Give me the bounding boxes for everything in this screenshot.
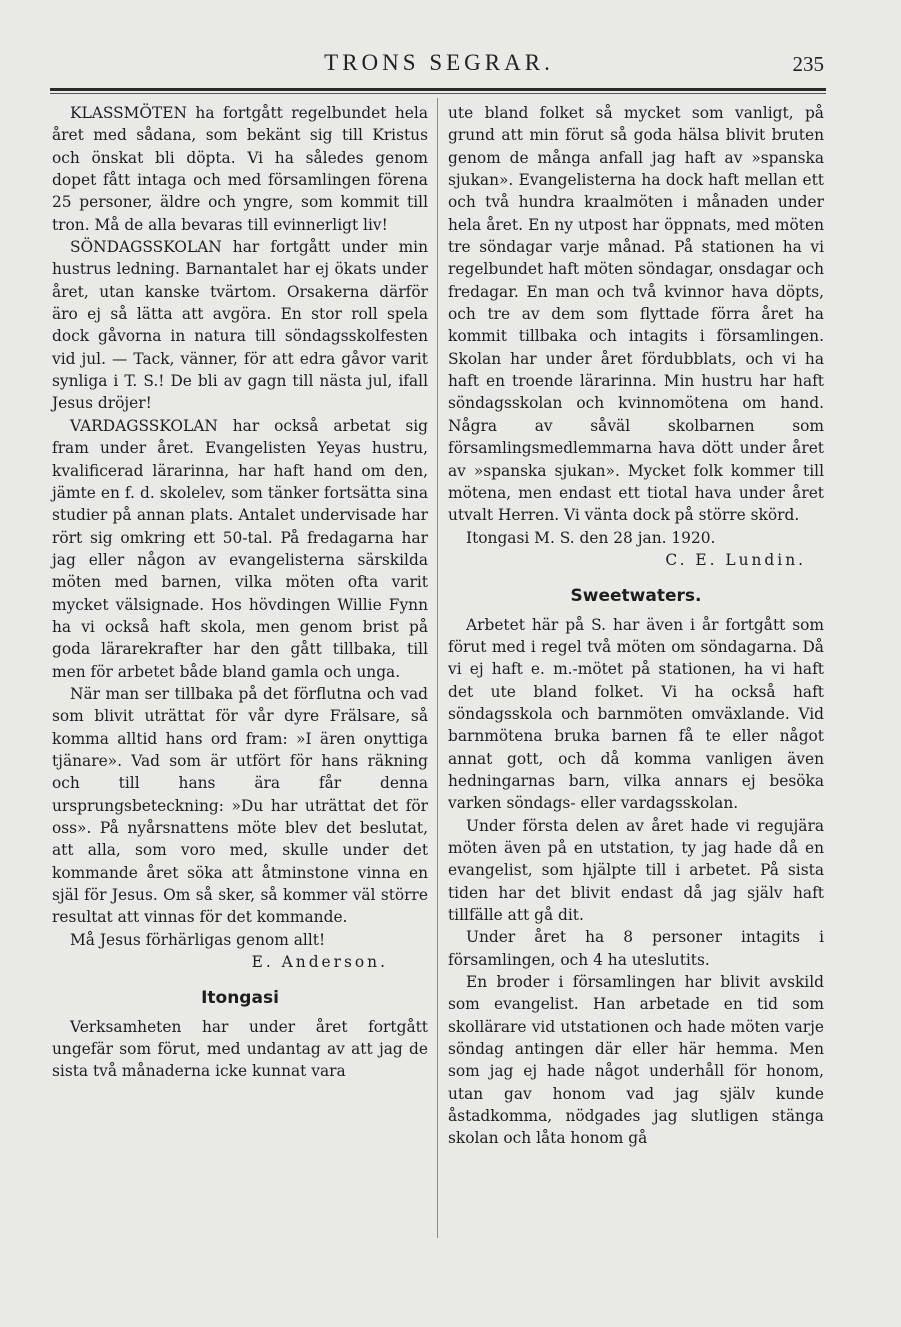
paragraph-klassmoten: KLASSMÖTEN ha fortgått regelbundet hela året med sådana, som bekänt sig till Kristus och önskat bli döpta. Vi ha således genom dopet fått intaga och med församlingen förena 25 personer, äldre och yngre, som kommit till tron. Må de alla bevaras till evinnerligt liv!: [52, 104, 428, 234]
left-column: [52, 102, 428, 1083]
dateline-itongasi: Itongasi M. S. den 28 jan. 1920.: [466, 528, 716, 547]
column-divider: [437, 98, 438, 1238]
header-rule: [50, 88, 826, 91]
header-rule-thin: [50, 93, 826, 94]
paragraph-sweetwaters-meetings: Arbetet här på S. har även i år fortgått som förut med i regel två möten om söndagarna. Då vi ej haft e. m.-mötet på stationen, ha vi haft det ute bland folket. Vi ha också haft söndagsskola och barnmöten omväxlande. Vid barnmötena bruka barnen få te eller något annat gott, och då komma vanligen även hedningarnas barn, vilka annars ej besöka varken söndags- eller vardagsskolan.: [448, 615, 824, 813]
paragraph-sondagsskolan: SÖNDAGSSKOLAN har fortgått under min hustrus ledning. Barnantalet har ej ökats under året, utan kanske tvärtom. Orsakerna därför äro ej så lätta att avgöra. En stor roll spela dock gåvorna in natura till söndagsskolfesten vid jul. — Tack, vänner, för att edra gåvor varit synliga i T. S.! De bli av gagn till nästa jul, ifall Jesus dröjer!: [52, 238, 428, 413]
running-title: TRONS SEGRAR.: [324, 50, 554, 75]
paragraph-sweetwaters-members: Under året ha 8 personer intagits i församlingen, och 4 ha uteslutits.: [448, 928, 824, 969]
paragraph-sweetwaters-evangelist: En broder i församlingen har blivit avskild som evangelist. Han arbetade en tid som skollärare vid utstationen och hade möten varje söndag antingen där eller här hemma. Men som jag ej hade något underhåll för honom, utan gav honom vad jag själv kunde åstadkomma, nödgades jag slutligen stänga skolan och låta honom gå: [448, 973, 824, 1148]
paragraph-itongasi-intro: Verksamheten har under året fortgått ungefär som förut, med undantag av att jag de sista två månaderna icke kunnat vara: [52, 1017, 428, 1081]
paragraph-sweetwaters-outstation: Under första delen av året hade vi regujära möten även på en utstation, ty jag hade då en evangelist, som hjälpte till i arbetet. På sista tiden har det blivit endast då jag själv haft tillfälle att gå dit.: [448, 816, 824, 925]
paragraph-reflection: När man ser tillbaka på det förflutna och vad som blivit uträttat för vår dyre Frälsare, så komma alltid hans ord fram: »I ären onyttiga tjänare». Vad som är utfört för hans räkning och till hans ära får denna ursprungsbeteckning: »Du har uträttat det för oss». På nyårsnattens möte blev det beslutat, att alla, som voro med, skulle under det kommande året söka att åtminstone vinna en själ för Jesus. Om så sker, så kommer väl större resultat att vinnas för det kommande.: [52, 684, 428, 927]
signature-lundin: C. E. Lundin.: [665, 550, 806, 569]
paragraph-vardagsskolan: VARDAGSSKOLAN har också arbetat sig fram under året. Evangelisten Yeyas hustru, kvalificerad lärarinna, har haft hand om den, jämte en f. d. skolelev, som tänker fortsätta sina studier på annan plats. Antalet undervisade har rört sig omkring ett 50-tal. På fredagarna har jag eller någon av evangelisterna särskilda möten med barnen, vilka möten ofta varit mycket välsignade. Hos hövdingen Willie Fynn ha vi också haft skola, men genom brist på goda lärarekrafter har den gått tillbaka, till men för arbetet både bland gamla och unga.: [52, 416, 428, 681]
section-heading-itongasi: Itongasi: [201, 988, 279, 1009]
paragraph-closing: Må Jesus förhärligas genom allt!: [70, 930, 326, 949]
section-heading-sweetwaters: Sweetwaters.: [570, 586, 702, 607]
paragraph-itongasi-continued: ute bland folket så mycket som vanligt, på grund att min förut så goda hälsa blivit bruten genom de många anfall jag haft av »spanska sjukan». Evangelisterna ha dock haft mellan ett och två hundra kraalmöten i månaden under hela året. En ny utpost har öppnats, med möten tre söndagar varje månad. På stationen ha vi regelbundet haft möten söndagar, onsdagar och fredagar. En man och två kvinnor hava döpts, och tre av dem som flyttade förra året ha kommit tillbaka och intagits i församlingen. Skolan har under året fördubblats, och vi ha haft en troende lärarinna. Min hustru har haft söndagsskolan och kvinnomötena om hand. Några av såväl skolbarnen som församlingsmedlemmarna hava dött under året av »spanska sjukan». Mycket folk kommer till mötena, men endast ett tiotal hava under året utvalt Herren. Vi vänta dock på större skörd.: [448, 104, 824, 525]
page-header: [50, 50, 828, 86]
right-column: [448, 102, 824, 1150]
page-number: 235: [792, 52, 824, 76]
signature-anderson: E. Anderson.: [251, 953, 388, 972]
